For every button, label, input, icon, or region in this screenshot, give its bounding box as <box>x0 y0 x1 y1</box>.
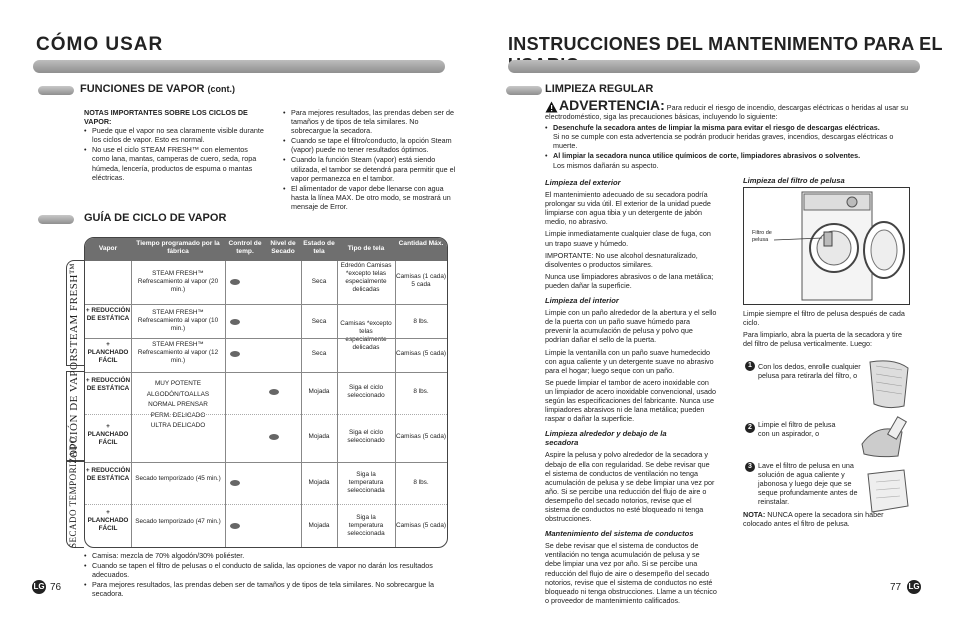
duct-para: Se debe revisar que el sistema de conductos de ventilación no tenga acumulación de pelusa y se debe limpiar una vez por año. Si se percibe una reducción del flujo de aire o desempeño del secado notorios, revise que el sistema de conductos no esté bloqueado ni tenga obstrucciones. Llame a un técnico o proveedor de mantenimiento calificados. <box>545 541 717 605</box>
around-para: Aspire la pelusa y polvo alrededor de la secadora y debajo de ella con regularidad. Se debe revisar que el sistema de conductos de ventilación no tenga acumulación de pelusa y se debe limpiar una vez por año. Si se percibe una reducción del flujo de aire o desempeño del secado notorios, revise que el sistema de conductos no esté bloqueado ni tenga obstrucciones. <box>545 450 715 524</box>
note-item: • Cuando se tape el filtro/conducto, la opción Steam (vapor) puede no tener resultados óptimos. <box>283 136 458 154</box>
selected-dot <box>269 434 279 440</box>
exterior-para: Nunca use limpiadores abrasivos o de lana metálica; pueden dañar la superficie. <box>545 271 714 290</box>
cell-tipo: Camisas *excepto telas especialmente delicadas <box>340 320 392 351</box>
cell-cantidad: 8 lbs. <box>413 479 429 486</box>
cell-estado: Seca <box>311 278 327 285</box>
note-item: • No use el ciclo STEAM FRESH™ con elementos como lana, mantas, camperas de cuero, seda, ropa húmeda, lencería, productos de espuma o mantas eléctricas. <box>84 145 264 181</box>
col-header: Vapor <box>98 245 118 252</box>
cell-estado: Mojada <box>308 433 330 440</box>
selected-dot <box>230 279 240 285</box>
note-item: • Cuando la función Steam (vapor) está siendo utilizada, el tambor se detendrá para permitir que el vapor permanezca en el tambor. <box>283 155 458 182</box>
col-header: Estado de tela <box>303 240 335 255</box>
warning-bullet: • Desenchufe la secadora antes de limpiar la misma para evitar el riesgo de descargas eléctricas. Si no se cumple con esta advertencia se podrán producir heridas graves, incendios, descargas eléctricas o muerte. <box>545 123 915 150</box>
table-row <box>85 414 447 462</box>
selected-dot <box>269 389 279 395</box>
right-title-bar <box>508 60 920 73</box>
section-pill <box>38 86 74 95</box>
page-number-right: 77 <box>890 582 902 593</box>
col-header: Cantidad Máx. <box>398 240 444 247</box>
cell-tipo: Siga el ciclo seleccionado <box>347 384 385 399</box>
cell-tipo: Edredón Camisas *excepto telas especialmente delicadas <box>340 262 392 293</box>
warning-block <box>545 97 915 171</box>
cell-vapor: + PLANCHADO FÁCIL <box>87 423 129 446</box>
table-row <box>85 504 447 548</box>
cell-cantidad: Camisas (5 cada) <box>395 522 447 529</box>
cell-cantidad: Camisas (1 cada) 5 cada <box>395 273 447 288</box>
wash-filter-illustration <box>864 466 912 516</box>
left-title-bar <box>33 60 445 73</box>
step-number-icon: 2 <box>745 423 755 433</box>
section-pill <box>38 215 74 224</box>
note-item: • El alimentador de vapor debe llenarse con agua hasta la línea MAX. De otro modo, se mostrará un mensaje de Error. <box>283 184 458 211</box>
warning-text: Para reducir el riesgo de incendio, descargas eléctricas o heridas al usar su electrodoméstico, siga las precauciones básicas, incluyendo lo siguiente: <box>545 103 909 122</box>
notes-col2 <box>283 108 458 212</box>
note: NOTA: NUNCA opere la secadora sin haber colocado antes el filtro de pelusa. <box>743 510 884 529</box>
warning-title: ADVERTENCIA: <box>559 97 665 113</box>
table-row <box>85 338 447 372</box>
cell-cantidad: 8 lbs. <box>413 318 429 325</box>
col-header: Control de temp. <box>228 240 262 255</box>
cell-tiempo: STEAM FRESH™ Refrescamiento al vapor (12 min.) <box>137 341 219 364</box>
notes-col1 <box>84 108 264 183</box>
around-title: Limpieza alrededor y debajo de la secadora <box>545 429 667 448</box>
selected-dot <box>230 319 240 325</box>
page-number-left: 76 <box>50 582 62 593</box>
cell-cantidad: Camisas (5 cada) <box>395 350 447 357</box>
col-header: Tiempo programado por la fábrica <box>136 240 220 255</box>
group-label-timed-dry: SECADO TEMPORIZADO <box>68 436 78 548</box>
cell-tiempo: STEAM FRESH™ Refrescamiento al vapor (10 min.) <box>137 309 219 332</box>
table-row <box>85 304 447 351</box>
table-row <box>85 462 447 504</box>
interior-para: Limpie con un paño alrededor de la abertura y el sello de la puerta con un paño suave húmedo para prevenir la acumulación de pelusa y polvo que podrían dañar el sello de la puerta. <box>545 308 717 345</box>
cleaning-text-col <box>545 178 717 608</box>
cell-vapor: + PLANCHADO FÁCIL <box>87 509 129 532</box>
table-row <box>85 372 447 429</box>
cell-estado: Mojada <box>308 479 330 486</box>
section-heading-steam: FUNCIONES DE VAPOR (cont.) <box>80 83 236 95</box>
col-header: Tipo de tela <box>347 245 385 252</box>
warning-triangle-icon <box>545 101 558 113</box>
filter-label: Filtro de pelusa <box>752 230 772 243</box>
interior-para: Limpie la ventanilla con un paño suave humedecido con agua caliente y un detergente suave no abrasivo para el hogar; luego seque con un paño. <box>545 347 714 375</box>
dryer-door-icon <box>744 188 909 304</box>
filter-title: Limpieza del filtro de pelusa <box>743 176 845 185</box>
exterior-para: El mantenimiento adecuado de su secadora podría prolongar su vida útil. El exterior de la unidad puede limpiarse con agua tibia y un detergente de jabón medio, no abrasivo. <box>545 190 711 227</box>
right-page-title: INSTRUCCIONES DEL MANTENIMENTO PARA EL <box>508 34 943 54</box>
step-text: Con los dedos, enrolle cualquier pelusa para retirarla del filtro, o <box>758 362 861 381</box>
cell-cantidad: 8 lbs. <box>413 388 429 395</box>
group-label-steam-option: OPCIÓN DE VAPOR <box>68 353 80 458</box>
cell-tiempo: STEAM FRESH™ Refrescamiento al vapor (20 min.) <box>137 270 219 293</box>
table-row <box>85 261 447 304</box>
cell-vapor: + REDUCCIÓN DE ESTÁTICA <box>85 377 131 392</box>
footnotes <box>84 551 444 599</box>
filter-roll-illustration <box>864 356 914 411</box>
section-heading-guide: GUÍA DE CICLO DE VAPOR <box>84 212 227 224</box>
cell-vapor: + REDUCCIÓN DE ESTÁTICA <box>85 467 131 482</box>
group-label-steam-fresh: STEAM FRESH™ <box>68 262 80 354</box>
cell-tipo: Siga la temperatura seleccionada <box>347 514 385 537</box>
exterior-para: Limpie inmediatamente cualquier clase de fuga, con un trapo suave y húmedo. <box>545 229 711 248</box>
cell-tipo: Siga el ciclo seleccionado <box>347 429 385 444</box>
step-text: Lave el filtro de pelusa en una solución de agua caliente y jabonosa y luego deje que se seque profundamente antes de reinstalar. <box>758 461 858 507</box>
interior-title: Limpieza del interior <box>545 296 619 306</box>
cell-estado: Seca <box>311 318 327 325</box>
cell-tipo: Siga la temperatura seleccionada <box>347 471 385 494</box>
step-text: Limpie el filtro de pelusa con un aspirador, o <box>758 420 836 439</box>
cell-cantidad: Camisas (5 cada) <box>395 433 447 440</box>
steam-cycle-table <box>84 237 448 548</box>
cell-vapor: + PLANCHADO FÁCIL <box>87 341 129 364</box>
footnote: • Cuando se tapen el filtro de pelusas o el conducto de salida, las opciones de vapor no darán los resultados adecuados. <box>84 561 444 579</box>
vacuum-illustration <box>858 414 913 459</box>
filter-para: Para limpiarlo, abra la puerta de la secadora y tire del filtro de pelusa verticalmente. Luego: <box>743 330 903 349</box>
filter-para: Limpie siempre el filtro de pelusa después de cada ciclo. <box>743 309 905 328</box>
notes-title: NOTAS IMPORTANTES SOBRE LOS CICLOS DE VAPOR: <box>84 108 248 127</box>
selected-dot <box>230 480 240 486</box>
cell-estado: Seca <box>311 350 327 357</box>
table-header <box>85 238 447 261</box>
footnote: • Camisa: mezcla de 70% algodón/30% poliéster. <box>84 551 444 560</box>
interior-para: Se puede limpiar el tambor de acero inoxidable con un limpiador de acero inoxidable convencional, usado según las especificaciones del fabricante. Nunca use limpiadores abrasivos ni de lana metálica; pueden raspar o dañar la superficie. <box>545 377 717 424</box>
lg-logo-icon: LG <box>907 580 921 594</box>
note-item: • Para mejores resultados, las prendas deben ser de tamaños y de tipos de tela similares. No sobrecargue la secadora. <box>283 108 458 135</box>
section-heading-cleaning: LIMPIEZA REGULAR <box>545 83 654 95</box>
footnote: • Para mejores resultados, las prendas deben ser de tamaños y de tipos de tela similares. No sobrecargue la secadora. <box>84 580 444 598</box>
left-page-title: CÓMO USAR <box>36 34 164 55</box>
filter-text <box>743 309 913 351</box>
cell-estado: Mojada <box>308 388 330 395</box>
cell-tiempo: Secado temporizado (47 min.) <box>135 518 221 525</box>
exterior-title: Limpieza del exterior <box>545 178 621 187</box>
cell-vapor: + REDUCCIÓN DE ESTÁTICA <box>85 307 131 322</box>
cell-estado: Mojada <box>308 522 330 529</box>
selected-dot <box>230 351 240 357</box>
dryer-illustration <box>743 187 910 305</box>
lg-logo-icon: LG <box>32 580 46 594</box>
warning-bullet: • Al limpiar la secadora nunca utilice químicos de corte, limpiadores abrasivos o solventes. Los mismos dañarán su aspecto. <box>545 151 915 169</box>
selected-dot <box>230 523 240 529</box>
col-header: Nivel de Secado <box>270 240 296 255</box>
cell-tiempo: MUY POTENTE ALGODÓN/TOALLAS NORMAL PRENSAR PERM. DELICADO ULTRA DELICADO <box>146 380 210 429</box>
step-number-icon: 3 <box>745 462 755 472</box>
cell-tiempo: Secado temporizado (45 min.) <box>135 475 221 482</box>
note-item: • Puede que el vapor no sea claramente visible durante los ciclos de vapor. Esto es normal. <box>84 126 264 144</box>
duct-title: Mantenimiento del sistema de conductos <box>545 529 694 539</box>
section-pill <box>506 86 542 95</box>
exterior-para: IMPORTANTE: No use alcohol desnaturalizado, disolventes o productos similares. <box>545 250 698 269</box>
step-number-icon: 1 <box>745 361 755 371</box>
